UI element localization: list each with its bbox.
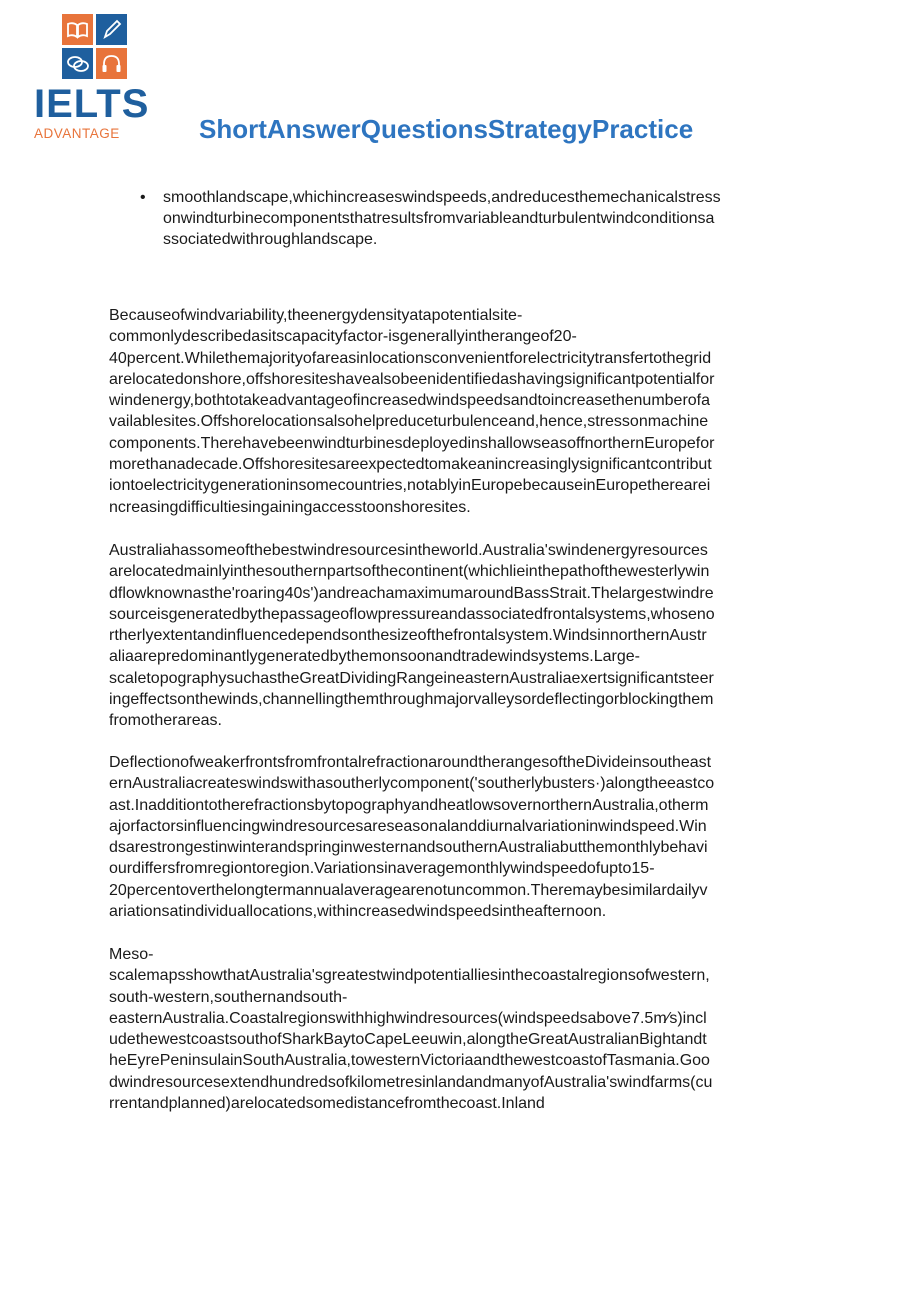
logo-tagline: ADVANTAGE	[34, 126, 120, 141]
book-icon	[62, 14, 93, 45]
paragraph	[109, 540, 819, 732]
paragraph	[109, 944, 819, 1114]
text-line: onwindturbinecomponentsthatresultsfromvariableandturbulentwindconditionsa	[163, 210, 715, 227]
text-line: rrentandplanned)arelocatedsomedistancefromthecoast.Inland	[109, 1095, 545, 1113]
text-line: ncreasingdifficultiesingainingaccesstoonshoresites.	[109, 498, 471, 516]
paragraph	[109, 752, 819, 922]
text-line: ingeffectsonthewinds,channellingthemthroughmajorvalleysordeflectingorblockingthem	[109, 691, 714, 709]
bullet-marker: •	[140, 189, 146, 206]
text-line: 20percentoverthelongtermannualaveragearenotuncommon.Theremaybesimilardailyv	[109, 881, 708, 899]
text-line: Australiahassomeofthebestwindresourcesintheworld.Australia'swindenergyresources	[109, 542, 708, 559]
logo-brand: IELTS	[34, 82, 150, 126]
text-line: fromotherareas.	[109, 712, 222, 730]
text-line: ast.InadditiontotherefractionsbytopographyandheatlowsovernorthernAustralia,otherm	[109, 796, 709, 814]
text-line: Becauseofwindvariability,theenergydensityatapotentialsite-	[109, 307, 523, 324]
speech-icon	[62, 48, 93, 79]
text-line: easternAustralia.Coastalregionswithhighwindresources(windspeedsabove7.5m⁄s)incl	[109, 1009, 707, 1027]
text-line: arelocatedonshore,offshoresiteshavealsobeenidentifiedashavingsignificantpotentialfor	[109, 370, 715, 388]
text-line: sourceisgeneratedbythepassageoflowpressureandassociatedfrontalsystems,whoseno	[109, 605, 715, 623]
text-line: smoothlandscape,whichincreaseswindspeeds,andreducesthemechanicalstress	[163, 189, 721, 206]
text-line: udethewestcoastsouthofSharkBaytoCapeLeeuwin,alongtheGreatAustralianBightandt	[109, 1031, 707, 1049]
text-line: dwindresourcesextendhundredsofkilometresinlandandmanyofAustralia'swindfarms(cu	[109, 1073, 713, 1091]
text-line: Meso-	[109, 946, 154, 963]
text-line: arelocatedmainlyinthesouthernpartsofthecontinent(whichlieinthepathofthewesterlywin	[109, 563, 710, 581]
text-line: windenergy,bothtotakeadvantageofincreasedwindspeedsandtoincreasethenumberofa	[109, 392, 711, 410]
text-line: ourdiffersfromregiontoregion.Variationsinaveragemonthlywindspeedofupto15-	[109, 860, 655, 878]
text-line: iontoelectricitygenerationinsomecountries,notablyinEuropebecauseinEuropetherearei	[109, 477, 711, 495]
text-line: 40percent.Whilethemajorityofareasinlocationsconvenientforelectricitytransfertothegrid	[109, 349, 712, 367]
page-title: ShortAnswerQuestionsStrategyPractice	[199, 114, 694, 144]
text-line: heEyrePeninsulainSouthAustralia,towesternVictoriaandthewestcoastofTasmania.Goo	[109, 1052, 710, 1070]
paragraph	[109, 305, 819, 518]
text-line: aliaarepredominantlygeneratedbythemonsoonandtradewindsystems.Large-	[109, 648, 640, 666]
text-line: rtherlyextentandinfluencedependsonthesizeofthefrontalsystem.WindsinnorthernAustr	[109, 627, 707, 645]
text-line: DeflectionofweakerfrontsfromfrontalrefractionaroundtherangesoftheDivideinsoutheast	[109, 754, 712, 771]
text-line: morethanadecade.Offshoresitesareexpectedtomakeanincreasinglysignificantcontribut	[109, 456, 712, 474]
logo-tiles	[62, 14, 128, 80]
headphones-icon	[96, 48, 127, 79]
pencil-icon	[96, 14, 127, 45]
text-line: vailablesites.Offshorelocationsalsohelpreduceturbulenceand,hence,stressonmachine	[109, 413, 709, 431]
text-line: ajorfactorsinfluencingwindresourcesareseasonalanddiurnalvariationinwindspeed.Win	[109, 817, 707, 835]
text-line: south-western,southernandsouth-	[109, 988, 348, 1006]
bullet-item	[163, 187, 823, 250]
ielts-advantage-logo	[30, 14, 160, 144]
text-line: ariationsatindividuallocations,withincreasedwindspeedsintheafternoon.	[109, 903, 607, 921]
text-line: dflowknownasthe'roaring40s')andreachamaximumaroundBassStrait.Thelargestwindre	[109, 584, 714, 602]
text-line: ernAustraliacreateswindswithasoutherlycomponent('southerlybusters·)alongtheeastco	[109, 775, 715, 793]
text-line: scaletopographysuchastheGreatDividingRangeineasternAustraliaexertsignificantsteer	[109, 669, 714, 687]
text-line: ssociatedwithroughlandscape.	[163, 231, 378, 248]
text-line: components.TherehavebeenwindturbinesdeployedinshallowseasoffnorthernEuropefor	[109, 434, 715, 452]
text-line: commonlydescribedasitscapacityfactor-isgenerallyintherangeof20-	[109, 328, 577, 346]
text-line: dsarestrongestinwinterandspringinwesternandsouthernAustraliabutthemonthlybehavi	[109, 839, 708, 857]
text-line: scalemapsshowthatAustralia'sgreatestwindpotentialliesinthecoastalregionsofwestern,	[109, 967, 710, 985]
